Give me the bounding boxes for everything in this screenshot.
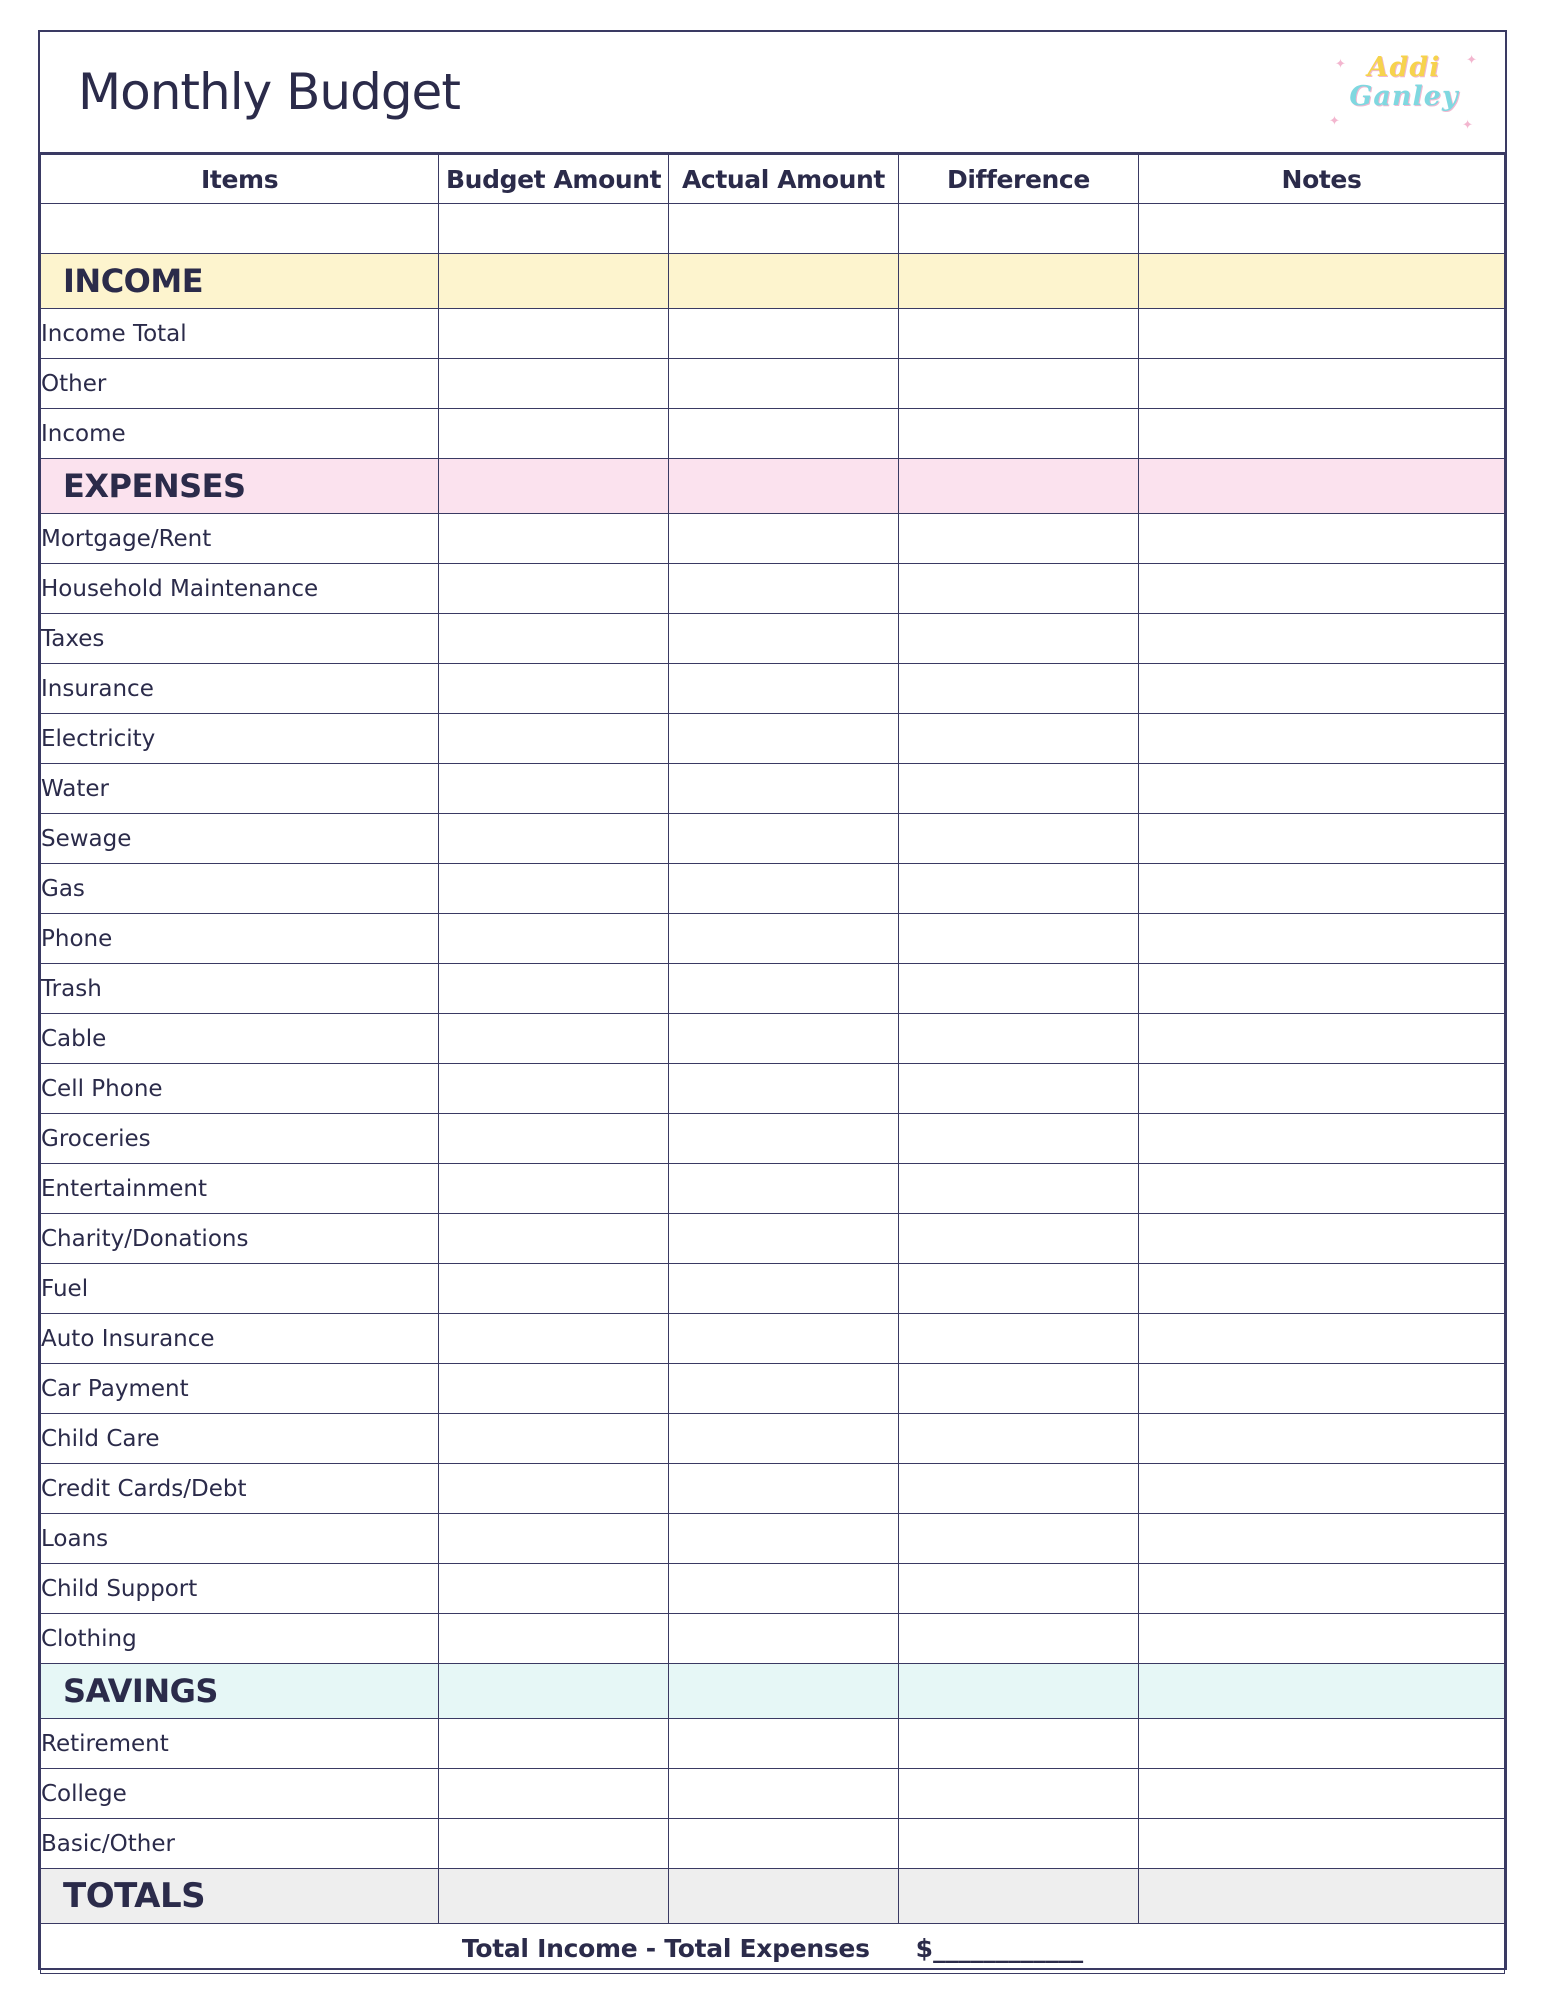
row-label: Household Maintenance (41, 564, 439, 614)
row-label: Retirement (41, 1719, 439, 1769)
cell-difference[interactable] (898, 964, 1138, 1014)
cell-notes[interactable] (1138, 514, 1504, 564)
cell-difference[interactable] (898, 1869, 1138, 1924)
table-row (41, 1014, 1505, 1064)
table-row (41, 1314, 1505, 1364)
cell-difference[interactable] (898, 204, 1138, 254)
cell-notes[interactable] (1138, 1014, 1504, 1064)
cell-notes[interactable] (1138, 309, 1504, 359)
cell-difference[interactable] (898, 1719, 1138, 1769)
row-label: Fuel (41, 1264, 439, 1314)
cell-actual[interactable] (669, 1414, 899, 1464)
cell-budget[interactable] (439, 359, 669, 409)
row-label: Basic/Other (41, 1819, 439, 1869)
title-bar (40, 32, 1505, 154)
cell-actual[interactable] (669, 664, 899, 714)
cell-difference[interactable] (898, 1164, 1138, 1214)
column-header-difference: Difference (898, 155, 1138, 204)
cell-notes[interactable] (1138, 664, 1504, 714)
cell-budget[interactable] (439, 714, 669, 764)
row-label: Insurance (41, 664, 439, 714)
row-label: Cable (41, 1014, 439, 1064)
row-label: Electricity (41, 714, 439, 764)
cell-budget[interactable] (439, 1819, 669, 1869)
section-header-income (41, 254, 1505, 309)
cell-budget[interactable] (439, 814, 669, 864)
column-header-notes: Notes (1138, 155, 1504, 204)
column-header-budget: Budget Amount (439, 155, 669, 204)
cell-actual[interactable] (669, 814, 899, 864)
cell-difference[interactable] (898, 864, 1138, 914)
cell-budget[interactable] (439, 1564, 669, 1614)
cell-notes[interactable] (1138, 1514, 1504, 1564)
cell-actual (669, 1664, 899, 1719)
table-row (41, 664, 1505, 714)
cell-notes (1138, 459, 1504, 514)
table-row (41, 814, 1505, 864)
spacer-row (41, 204, 1505, 254)
cell-budget[interactable] (439, 1719, 669, 1769)
cell-actual[interactable] (669, 1114, 899, 1164)
cell-actual[interactable] (669, 1064, 899, 1114)
cell-notes (1138, 254, 1504, 309)
brand-logo (1329, 54, 1479, 136)
totals-amount-blank[interactable]: $____________ (915, 1934, 1084, 1963)
cell-budget (439, 1664, 669, 1719)
cell-actual[interactable] (669, 964, 899, 1014)
cell-budget (439, 459, 669, 514)
row-label: Water (41, 764, 439, 814)
totals-formula-row (41, 1924, 1505, 1974)
cell-budget[interactable] (439, 864, 669, 914)
cell-difference (898, 1664, 1138, 1719)
cell-difference[interactable] (898, 714, 1138, 764)
table-row (41, 1514, 1505, 1564)
cell-notes[interactable] (1138, 1564, 1504, 1614)
cell-notes[interactable] (1138, 964, 1504, 1014)
row-label: Charity/Donations (41, 1214, 439, 1264)
cell-budget[interactable] (439, 1214, 669, 1264)
cell-budget[interactable] (439, 1264, 669, 1314)
cell-actual[interactable] (669, 1614, 899, 1664)
cell-actual[interactable] (669, 1869, 899, 1924)
cell-budget (439, 254, 669, 309)
cell-difference[interactable] (898, 359, 1138, 409)
cell-items[interactable] (41, 204, 439, 254)
cell-actual[interactable] (669, 1719, 899, 1769)
cell-budget[interactable] (439, 1614, 669, 1664)
cell-difference[interactable] (898, 664, 1138, 714)
cell-actual[interactable] (669, 309, 899, 359)
cell-difference[interactable] (898, 409, 1138, 459)
cell-difference[interactable] (898, 1214, 1138, 1264)
cell-budget[interactable] (439, 614, 669, 664)
cell-difference[interactable] (898, 1769, 1138, 1819)
cell-notes[interactable] (1138, 764, 1504, 814)
row-label: Entertainment (41, 1164, 439, 1214)
cell-difference[interactable] (898, 1514, 1138, 1564)
cell-notes[interactable] (1138, 204, 1504, 254)
row-label: Phone (41, 914, 439, 964)
cell-difference[interactable] (898, 309, 1138, 359)
cell-budget[interactable] (439, 1464, 669, 1514)
table-row (41, 514, 1505, 564)
cell-budget[interactable] (439, 204, 669, 254)
cell-actual[interactable] (669, 914, 899, 964)
cell-notes[interactable] (1138, 1769, 1504, 1819)
cell-budget[interactable] (439, 1164, 669, 1214)
table-row (41, 614, 1505, 664)
cell-budget[interactable] (439, 1769, 669, 1819)
cell-difference (898, 254, 1138, 309)
table-row (41, 1564, 1505, 1614)
cell-notes[interactable] (1138, 1114, 1504, 1164)
cell-budget[interactable] (439, 664, 669, 714)
cell-budget[interactable] (439, 1414, 669, 1464)
cell-difference[interactable] (898, 514, 1138, 564)
column-header-items: Items (41, 155, 439, 204)
section-label-savings: SAVINGS (41, 1664, 439, 1719)
cell-difference[interactable] (898, 1819, 1138, 1869)
table-row (41, 359, 1505, 409)
cell-budget[interactable] (439, 964, 669, 1014)
row-label: Loans (41, 1514, 439, 1564)
cell-notes[interactable] (1138, 1314, 1504, 1364)
table-row (41, 1264, 1505, 1314)
cell-notes[interactable] (1138, 1064, 1504, 1114)
cell-budget[interactable] (439, 764, 669, 814)
table-row (41, 1614, 1505, 1664)
row-label: Mortgage/Rent (41, 514, 439, 564)
cell-notes[interactable] (1138, 1464, 1504, 1514)
cell-budget[interactable] (439, 514, 669, 564)
brand-name-first: Addi (1367, 52, 1441, 83)
section-header-savings (41, 1664, 1505, 1719)
row-label: Gas (41, 864, 439, 914)
table-row (41, 764, 1505, 814)
table-row (41, 409, 1505, 459)
cell-actual[interactable] (669, 1014, 899, 1064)
row-label: Sewage (41, 814, 439, 864)
table-row (41, 1164, 1505, 1214)
table-row (41, 1769, 1505, 1819)
table-row (41, 1114, 1505, 1164)
sparkle-icon: ✦ (1462, 118, 1473, 133)
cell-difference[interactable] (898, 1364, 1138, 1414)
cell-notes[interactable] (1138, 714, 1504, 764)
table-row (41, 714, 1505, 764)
table-row (41, 1364, 1505, 1414)
table-row (41, 864, 1505, 914)
cell-actual[interactable] (669, 864, 899, 914)
cell-notes[interactable] (1138, 1819, 1504, 1869)
row-label: College (41, 1769, 439, 1819)
row-label: Clothing (41, 1614, 439, 1664)
cell-notes[interactable] (1138, 1614, 1504, 1664)
budget-table (40, 154, 1505, 1974)
cell-notes[interactable] (1138, 914, 1504, 964)
row-label: Credit Cards/Debt (41, 1464, 439, 1514)
cell-difference[interactable] (898, 564, 1138, 614)
cell-budget[interactable] (439, 914, 669, 964)
section-header-totals (41, 1869, 1505, 1924)
cell-notes[interactable] (1138, 1414, 1504, 1464)
cell-budget[interactable] (439, 1114, 669, 1164)
cell-difference[interactable] (898, 614, 1138, 664)
cell-budget[interactable] (439, 1014, 669, 1064)
cell-budget[interactable] (439, 1869, 669, 1924)
table-row (41, 309, 1505, 359)
cell-actual[interactable] (669, 1164, 899, 1214)
section-label-income: INCOME (41, 254, 439, 309)
cell-actual[interactable] (669, 1464, 899, 1514)
row-label: Car Payment (41, 1364, 439, 1414)
table-row (41, 1214, 1505, 1264)
row-label: Child Support (41, 1564, 439, 1614)
table-row (41, 1819, 1505, 1869)
cell-difference[interactable] (898, 1414, 1138, 1464)
table-row (41, 564, 1505, 614)
cell-difference[interactable] (898, 1464, 1138, 1514)
cell-difference[interactable] (898, 1014, 1138, 1064)
cell-notes[interactable] (1138, 359, 1504, 409)
cell-actual[interactable] (669, 409, 899, 459)
section-label-expenses: EXPENSES (41, 459, 439, 514)
row-label: Trash (41, 964, 439, 1014)
row-label: Income (41, 409, 439, 459)
cell-actual[interactable] (669, 359, 899, 409)
row-label: Auto Insurance (41, 1314, 439, 1364)
cell-actual[interactable] (669, 1314, 899, 1364)
table-header-row (41, 155, 1505, 204)
cell-actual[interactable] (669, 564, 899, 614)
cell-notes[interactable] (1138, 1869, 1504, 1924)
cell-difference[interactable] (898, 764, 1138, 814)
table-row (41, 1464, 1505, 1514)
cell-budget[interactable] (439, 1514, 669, 1564)
cell-notes[interactable] (1138, 1214, 1504, 1264)
row-label: Taxes (41, 614, 439, 664)
brand-name-last: Ganley (1349, 81, 1459, 112)
cell-actual[interactable] (669, 1769, 899, 1819)
totals-formula-cell (41, 1924, 1505, 1974)
cell-difference[interactable] (898, 1314, 1138, 1364)
cell-actual[interactable] (669, 204, 899, 254)
sparkle-icon: ✦ (1335, 57, 1346, 72)
cell-actual[interactable] (669, 514, 899, 564)
cell-difference[interactable] (898, 1064, 1138, 1114)
table-row (41, 1719, 1505, 1769)
row-label: Child Care (41, 1414, 439, 1464)
column-header-actual: Actual Amount (669, 155, 899, 204)
cell-notes[interactable] (1138, 864, 1504, 914)
section-header-expenses (41, 459, 1505, 514)
sparkle-icon: ✦ (1466, 53, 1477, 68)
row-label: Other (41, 359, 439, 409)
cell-notes (1138, 1664, 1504, 1719)
cell-notes[interactable] (1138, 814, 1504, 864)
cell-difference[interactable] (898, 1114, 1138, 1164)
cell-budget[interactable] (439, 1314, 669, 1364)
budget-sheet (38, 30, 1507, 1970)
cell-budget[interactable] (439, 309, 669, 359)
table-row (41, 1414, 1505, 1464)
cell-actual[interactable] (669, 614, 899, 664)
cell-actual[interactable] (669, 1514, 899, 1564)
page-title: Monthly Budget (78, 63, 460, 121)
cell-notes[interactable] (1138, 1264, 1504, 1314)
cell-budget[interactable] (439, 1064, 669, 1114)
cell-actual[interactable] (669, 1364, 899, 1414)
cell-actual (669, 254, 899, 309)
cell-actual[interactable] (669, 1564, 899, 1614)
cell-notes[interactable] (1138, 564, 1504, 614)
cell-difference[interactable] (898, 1614, 1138, 1664)
row-label: Groceries (41, 1114, 439, 1164)
section-label-totals: TOTALS (41, 1869, 439, 1924)
cell-actual[interactable] (669, 1214, 899, 1264)
cell-budget[interactable] (439, 409, 669, 459)
cell-actual[interactable] (669, 764, 899, 814)
cell-actual (669, 459, 899, 514)
cell-budget[interactable] (439, 564, 669, 614)
table-row (41, 1064, 1505, 1114)
table-row (41, 964, 1505, 1014)
cell-actual[interactable] (669, 1819, 899, 1869)
sparkle-icon: ✦ (1329, 114, 1340, 129)
cell-difference[interactable] (898, 814, 1138, 864)
cell-actual[interactable] (669, 714, 899, 764)
row-label: Income Total (41, 309, 439, 359)
cell-budget[interactable] (439, 1364, 669, 1414)
cell-difference (898, 459, 1138, 514)
totals-formula-label: Total Income - Total Expenses (461, 1934, 870, 1963)
cell-difference[interactable] (898, 1264, 1138, 1314)
cell-notes[interactable] (1138, 614, 1504, 664)
table-row (41, 914, 1505, 964)
cell-actual[interactable] (669, 1264, 899, 1314)
cell-notes[interactable] (1138, 409, 1504, 459)
cell-notes[interactable] (1138, 1164, 1504, 1214)
cell-notes[interactable] (1138, 1719, 1504, 1769)
cell-notes[interactable] (1138, 1364, 1504, 1414)
cell-difference[interactable] (898, 914, 1138, 964)
row-label: Cell Phone (41, 1064, 439, 1114)
cell-difference[interactable] (898, 1564, 1138, 1614)
